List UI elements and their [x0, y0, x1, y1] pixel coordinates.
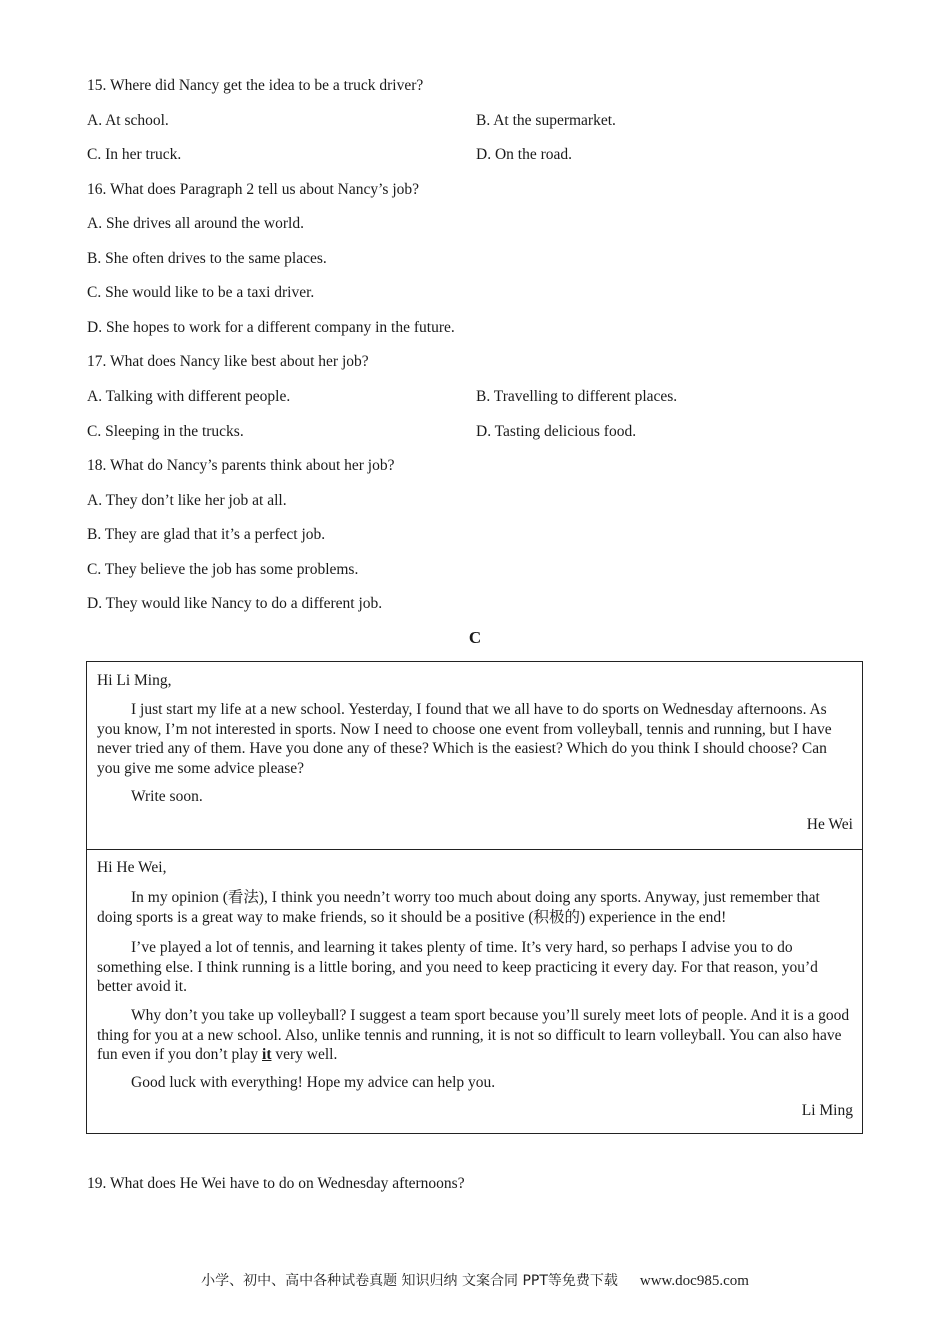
q18-option-a: A. They don’t like her job at all.: [87, 492, 287, 509]
letters-box: [86, 661, 863, 1134]
underlined-word-it: it: [262, 1046, 272, 1063]
letter-divider: [87, 849, 862, 850]
letter2-greeting: Hi He Wei,: [97, 859, 167, 876]
letter1-closing: Write soon.: [131, 788, 203, 805]
letter2-paragraph-2: I’ve played a lot of tennis, and learning it takes plenty of time. It’s very hard, so perhaps I advise you to do something else. I think running is a little boring, and you need to keep practicing it every day. For that reason, you’d better avoid it.: [97, 939, 818, 995]
question-16-stem: 16. What does Paragraph 2 tell us about Nancy’s job?: [87, 181, 420, 198]
q16-option-a: A. She drives all around the world.: [87, 215, 304, 232]
letter2-closing: Good luck with everything! Hope my advice can help you.: [131, 1074, 496, 1091]
page-footer: [0, 1270, 950, 1290]
q15-option-b: B. At the supermarket.: [476, 112, 616, 129]
footer-url: www.doc985.com: [639, 1273, 749, 1289]
question-18-stem: 18. What do Nancy’s parents think about her job?: [87, 457, 395, 474]
section-c-title: C: [468, 628, 482, 647]
q15-option-d: D. On the road.: [476, 146, 572, 163]
letter2-p3-tail: very well.: [271, 1046, 338, 1063]
q17-option-a: A. Talking with different people.: [87, 388, 291, 405]
letter1-signature: He Wei: [806, 816, 853, 833]
q17-option-b: B. Travelling to different places.: [476, 388, 678, 405]
letter2-signature: Li Ming: [801, 1102, 853, 1119]
letter1-greeting: Hi Li Ming,: [97, 672, 172, 689]
letter2-paragraph-3: [97, 1006, 853, 1065]
q16-option-d: D. She hopes to work for a different company in the future.: [87, 319, 455, 336]
q18-option-c: C. They believe the job has some problems.: [87, 561, 359, 578]
question-17-stem: 17. What does Nancy like best about her job?: [87, 353, 369, 370]
letter2-paragraph-1: In my opinion (看法), I think you needn’t worry too much about doing any sports. Anyway, just remember that doing sports is a great way to make friends, so it should be a positive (积极的) experience in the end!: [97, 889, 820, 926]
question-15-stem: 15. Where did Nancy get the idea to be a truck driver?: [87, 77, 424, 94]
q18-option-b: B. They are glad that it’s a perfect job.: [87, 526, 326, 543]
q17-option-d: D. Tasting delicious food.: [476, 423, 637, 440]
letter1-body: I just start my life at a new school. Yesterday, I found that we all have to do sports on Wednesday afternoons. As you know, I’m not interested in sports. Now I need to choose one event from volleyball, tennis and running, but I have never tried any of them. Have you done any of these? Which is the easiest? Which do you think I should choose? Can you give me some advice please?: [97, 701, 832, 777]
q18-option-d: D. They would like Nancy to do a different job.: [87, 595, 383, 612]
question-19-stem: 19. What does He Wei have to do on Wednesday afternoons?: [87, 1175, 465, 1192]
q17-option-c: C. Sleeping in the trucks.: [87, 423, 244, 440]
q16-option-c: C. She would like to be a taxi driver.: [87, 284, 315, 301]
q15-option-c: C. In her truck.: [87, 146, 182, 163]
footer-text: 小学、初中、高中各种试卷真题 知识归纳 文案合同 PPT等免费下载: [201, 1273, 618, 1289]
q15-option-a: A. At school.: [87, 112, 169, 129]
letter2-p3-text: Why don’t you take up volleyball? I suggest a team sport because you’ll surely meet lots of people. And it is a good thing for you at a new school. Also, unlike tennis and running, it is not so difficult to learn volleyball. You can also have fun even if you don’t play: [97, 1007, 850, 1063]
q16-option-b: B. She often drives to the same places.: [87, 250, 327, 267]
